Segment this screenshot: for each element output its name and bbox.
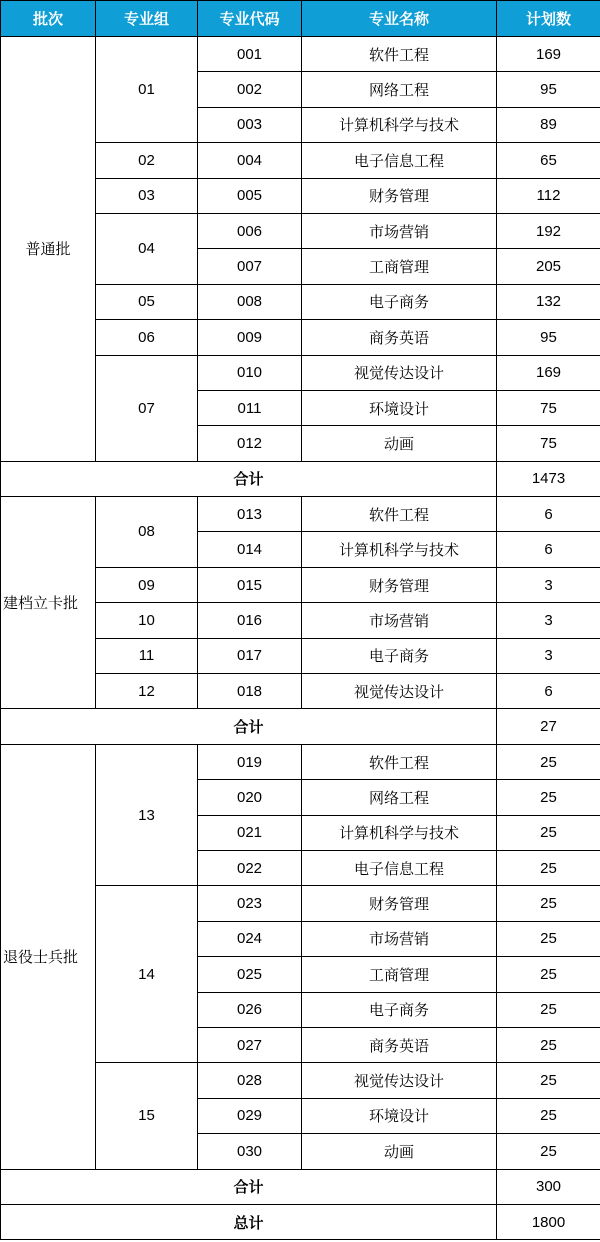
major-name-cell: 电子商务 [302, 638, 497, 673]
table-row [1, 744, 600, 779]
major-name-cell: 电子信息工程 [302, 143, 497, 178]
plan-cell: 3 [497, 638, 600, 673]
header-batch: 批次 [1, 1, 96, 37]
plan-cell: 25 [497, 957, 600, 992]
group-cell: 03 [96, 178, 198, 213]
plan-cell: 25 [497, 744, 600, 779]
plan-cell: 95 [497, 72, 600, 107]
major-name-cell: 电子商务 [302, 992, 497, 1027]
header-code: 专业代码 [198, 1, 302, 37]
subtotal-row [1, 1169, 600, 1204]
batch-cell: 退役士兵批 [1, 744, 96, 1169]
code-cell: 014 [198, 532, 302, 567]
header-plan: 计划数 [497, 1, 600, 37]
plan-cell: 25 [497, 780, 600, 815]
table-row [1, 497, 600, 532]
major-name-cell: 网络工程 [302, 72, 497, 107]
major-name-cell: 市场营销 [302, 603, 497, 638]
code-cell: 009 [198, 320, 302, 355]
group-cell: 12 [96, 674, 198, 709]
subtotal-label: 合计 [1, 709, 497, 744]
plan-cell: 192 [497, 213, 600, 248]
major-name-cell: 市场营销 [302, 213, 497, 248]
total-row [1, 1204, 600, 1239]
major-name-cell: 商务英语 [302, 1027, 497, 1062]
subtotal-row [1, 461, 600, 496]
subtotal-label: 合计 [1, 1169, 497, 1204]
code-cell: 013 [198, 497, 302, 532]
code-cell: 008 [198, 284, 302, 319]
plan-cell: 112 [497, 178, 600, 213]
major-name-cell: 财务管理 [302, 886, 497, 921]
major-name-cell: 市场营销 [302, 921, 497, 956]
group-cell: 13 [96, 744, 198, 886]
plan-cell: 25 [497, 1063, 600, 1098]
major-name-cell: 软件工程 [302, 744, 497, 779]
plan-cell: 6 [497, 497, 600, 532]
subtotal-value: 1473 [497, 461, 600, 496]
major-name-cell: 网络工程 [302, 780, 497, 815]
plan-cell: 65 [497, 143, 600, 178]
subtotal-value: 27 [497, 709, 600, 744]
plan-cell: 95 [497, 320, 600, 355]
batch-cell: 普通批 [1, 37, 96, 462]
header-group: 专业组 [96, 1, 198, 37]
plan-cell: 25 [497, 992, 600, 1027]
plan-cell: 75 [497, 426, 600, 461]
major-name-cell: 工商管理 [302, 249, 497, 284]
code-cell: 019 [198, 744, 302, 779]
total-value: 1800 [497, 1204, 600, 1239]
major-name-cell: 工商管理 [302, 957, 497, 992]
major-name-cell: 环境设计 [302, 1098, 497, 1133]
plan-cell: 169 [497, 355, 600, 390]
group-cell: 02 [96, 143, 198, 178]
table-body [1, 37, 600, 1240]
group-cell: 14 [96, 886, 198, 1063]
code-cell: 022 [198, 850, 302, 885]
plan-cell: 89 [497, 107, 600, 142]
plan-cell: 25 [497, 850, 600, 885]
plan-cell: 25 [497, 1027, 600, 1062]
code-cell: 004 [198, 143, 302, 178]
code-cell: 024 [198, 921, 302, 956]
code-cell: 002 [198, 72, 302, 107]
code-cell: 017 [198, 638, 302, 673]
code-cell: 005 [198, 178, 302, 213]
code-cell: 011 [198, 390, 302, 425]
major-name-cell: 软件工程 [302, 497, 497, 532]
group-cell: 07 [96, 355, 198, 461]
code-cell: 021 [198, 815, 302, 850]
code-cell: 010 [198, 355, 302, 390]
table-row [1, 37, 600, 72]
plan-cell: 3 [497, 567, 600, 602]
major-name-cell: 财务管理 [302, 178, 497, 213]
major-name-cell: 电子商务 [302, 284, 497, 319]
group-cell: 06 [96, 320, 198, 355]
major-name-cell: 环境设计 [302, 390, 497, 425]
plan-cell: 3 [497, 603, 600, 638]
code-cell: 015 [198, 567, 302, 602]
major-name-cell: 视觉传达设计 [302, 1063, 497, 1098]
code-cell: 025 [198, 957, 302, 992]
major-name-cell: 动画 [302, 1134, 497, 1169]
code-cell: 007 [198, 249, 302, 284]
total-label: 总计 [1, 1204, 497, 1239]
subtotal-row [1, 709, 600, 744]
major-name-cell: 视觉传达设计 [302, 355, 497, 390]
major-name-cell: 计算机科学与技术 [302, 532, 497, 567]
plan-cell: 132 [497, 284, 600, 319]
group-cell: 09 [96, 567, 198, 602]
code-cell: 018 [198, 674, 302, 709]
plan-cell: 25 [497, 921, 600, 956]
code-cell: 023 [198, 886, 302, 921]
code-cell: 012 [198, 426, 302, 461]
code-cell: 020 [198, 780, 302, 815]
subtotal-value: 300 [497, 1169, 600, 1204]
code-cell: 006 [198, 213, 302, 248]
group-cell: 05 [96, 284, 198, 319]
major-name-cell: 财务管理 [302, 567, 497, 602]
group-cell: 08 [96, 497, 198, 568]
major-name-cell: 计算机科学与技术 [302, 107, 497, 142]
major-name-cell: 商务英语 [302, 320, 497, 355]
code-cell: 016 [198, 603, 302, 638]
major-name-cell: 计算机科学与技术 [302, 815, 497, 850]
major-name-cell: 动画 [302, 426, 497, 461]
plan-cell: 6 [497, 674, 600, 709]
major-name-cell: 软件工程 [302, 37, 497, 72]
code-cell: 028 [198, 1063, 302, 1098]
code-cell: 029 [198, 1098, 302, 1133]
group-cell: 04 [96, 213, 198, 284]
code-cell: 003 [198, 107, 302, 142]
header-row [1, 1, 600, 37]
code-cell: 030 [198, 1134, 302, 1169]
plan-cell: 25 [497, 886, 600, 921]
plan-cell: 25 [497, 1098, 600, 1133]
plan-cell: 169 [497, 37, 600, 72]
group-cell: 15 [96, 1063, 198, 1169]
table-header [1, 1, 600, 37]
plan-cell: 205 [497, 249, 600, 284]
group-cell: 10 [96, 603, 198, 638]
code-cell: 001 [198, 37, 302, 72]
batch-cell: 建档立卡批 [1, 497, 96, 709]
code-cell: 027 [198, 1027, 302, 1062]
plan-cell: 25 [497, 1134, 600, 1169]
major-name-cell: 视觉传达设计 [302, 674, 497, 709]
plan-cell: 6 [497, 532, 600, 567]
plan-cell: 25 [497, 815, 600, 850]
header-major: 专业名称 [302, 1, 497, 37]
group-cell: 11 [96, 638, 198, 673]
group-cell: 01 [96, 37, 198, 143]
code-cell: 026 [198, 992, 302, 1027]
subtotal-label: 合计 [1, 461, 497, 496]
major-name-cell: 电子信息工程 [302, 850, 497, 885]
plan-cell: 75 [497, 390, 600, 425]
